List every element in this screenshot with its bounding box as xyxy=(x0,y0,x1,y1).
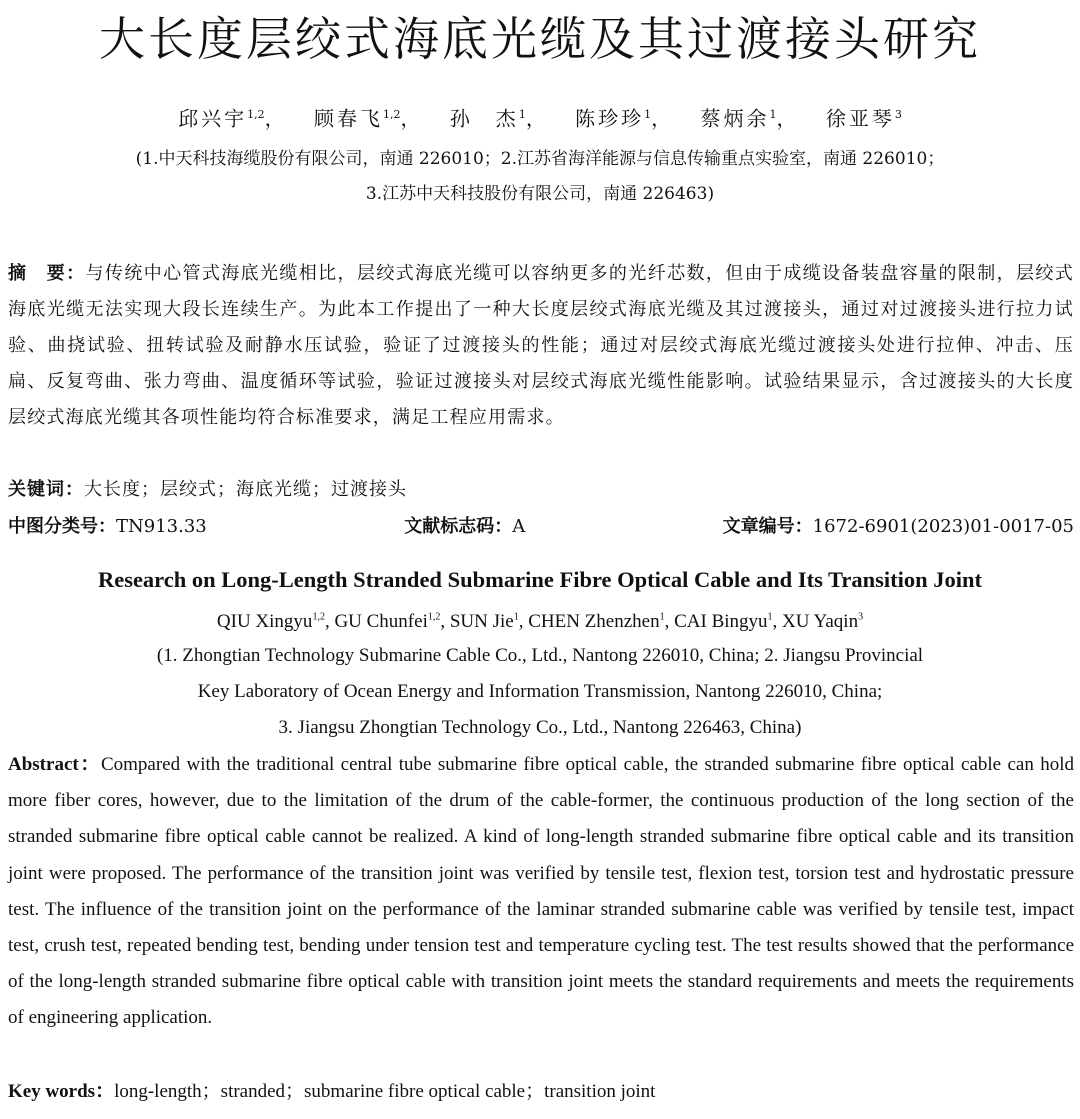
chinese-author: 邱兴宇$^{1,2}$， xyxy=(178,106,288,131)
english-keywords-text: long-length；stranded；submarine fibre optical cable；transition joint xyxy=(114,1081,656,1102)
chinese-abstract-text: 与传统中心管式海底光缆相比，层绞式海底光缆可以容纳更多的光纤芯数，但由于成缆设备装盘容量的限制，层绞式海底光缆无法实现大段长连续生产。为此本工作提出了一种大长度层绞式海底光缆及其过渡接头，通过对过渡接头进行拉力试验、曲挠试验、扭转试验及耐静水压试验，验证了过渡接头的性能；通过对层绞式海底光缆过渡接头处进行拉伸、冲击、压扁、反复弯曲、张力弯曲、温度循环等试验，验证过渡接头对层绞式海底光缆性能影响。试验结果显示，含过渡接头的大长度层绞式海底光缆其各项性能均符合标准要求，满足工程应用需求。 xyxy=(8,263,1074,428)
chinese-title: 大长度层绞式海底光缆及其过渡接头研究 xyxy=(99,12,981,66)
english-author-list xyxy=(0,603,1080,637)
chinese-keywords xyxy=(8,474,407,506)
chinese-keywords-label: 关键词： xyxy=(8,479,84,500)
english-keywords-label: Key words： xyxy=(8,1081,115,1102)
english-abstract xyxy=(8,747,1074,1037)
english-author: XU Yaqin$^3$ xyxy=(782,611,864,633)
english-author: CAI Bingyu$^1$, xyxy=(674,611,783,633)
english-author: GU Chunfei$^{1,2}$, xyxy=(334,611,450,633)
english-affiliations xyxy=(0,638,1080,746)
chinese-keywords-text: 大长度；层绞式；海底光缆；过渡接头 xyxy=(84,479,407,500)
english-author: QIU Xingyu$^{1,2}$, xyxy=(216,611,335,633)
chinese-author: 孙 杰$^1$， xyxy=(449,106,549,131)
english-author: SUN Jie$^1$, xyxy=(449,611,529,633)
english-abstract-text: Compared with the traditional central tube submarine fibre optical cable, the stranded submarine fibre optical cable can hold more fiber cores, however, due to the limitation of the drum of the cable-former, the continuous production of the long section of the stranded submarine fibre optical cable cannot be realized. A kind of long-length stranded submarine fibre optical cable and its transition joint were proposed. The performance of the transition joint was verified by tensile test, flexion test, torsion test and hydrostatic pressure test. The influence of the transition joint on the performance of the laminar stranded submarine cable was verified by tensile test, impact test, crush test, repeated bending test, bending under tension test and temperature cycling test. The test results showed that the performance of the long-length stranded submarine fibre optical cable with transition joint meets the standard requirements and meets the requirements of engineering application. xyxy=(8,754,1074,1029)
document-code: 文献标志码：A xyxy=(404,516,526,537)
english-abstract-label: Abstract： xyxy=(8,754,101,775)
english-affiliation-line: Key Laboratory of Ocean Energy and Information Transmission, Nantong 226010, China; xyxy=(197,681,883,702)
english-keywords xyxy=(8,1075,655,1109)
chinese-abstract-label: 摘 要： xyxy=(8,263,86,284)
classification-line xyxy=(8,511,1074,543)
article-number: 文章编号：1672-6901(2023)01-0017-05 xyxy=(722,516,1074,537)
chinese-author: 徐亚琴$^3$ xyxy=(825,106,902,131)
english-affiliation-line: (1. Zhongtian Technology Submarine Cable Co., Ltd., Nantong 226010, China; 2. Jiangsu Provincial xyxy=(156,645,924,666)
english-author: CHEN Zhenzhen$^1$, xyxy=(528,611,675,633)
chinese-author: 陈珍珍$^1$， xyxy=(575,106,675,131)
clc-number: 中图分类号：TN913.33 xyxy=(8,516,207,537)
chinese-author: 蔡炳余$^1$， xyxy=(700,106,800,131)
chinese-author: 顾春飞$^{1,2}$， xyxy=(313,106,424,131)
english-affiliation-line: 3. Jiangsu Zhongtian Technology Co., Ltd., Nantong 226463, China) xyxy=(278,717,802,738)
chinese-author-list xyxy=(0,100,1080,134)
chinese-abstract xyxy=(8,256,1074,436)
chinese-affiliation-line: (1.中天科技海缆股份有限公司，南通 226010；2.江苏省海洋能源与信息传输重点实验室，南通 226010； xyxy=(135,149,945,169)
chinese-affiliation-line: 3.江苏中天科技股份有限公司，南通 226463) xyxy=(365,184,715,204)
english-title: Research on Long-Length Stranded Submarine Fibre Optical Cable and Its Transition Joint xyxy=(97,567,983,592)
chinese-affiliations xyxy=(0,142,1080,212)
